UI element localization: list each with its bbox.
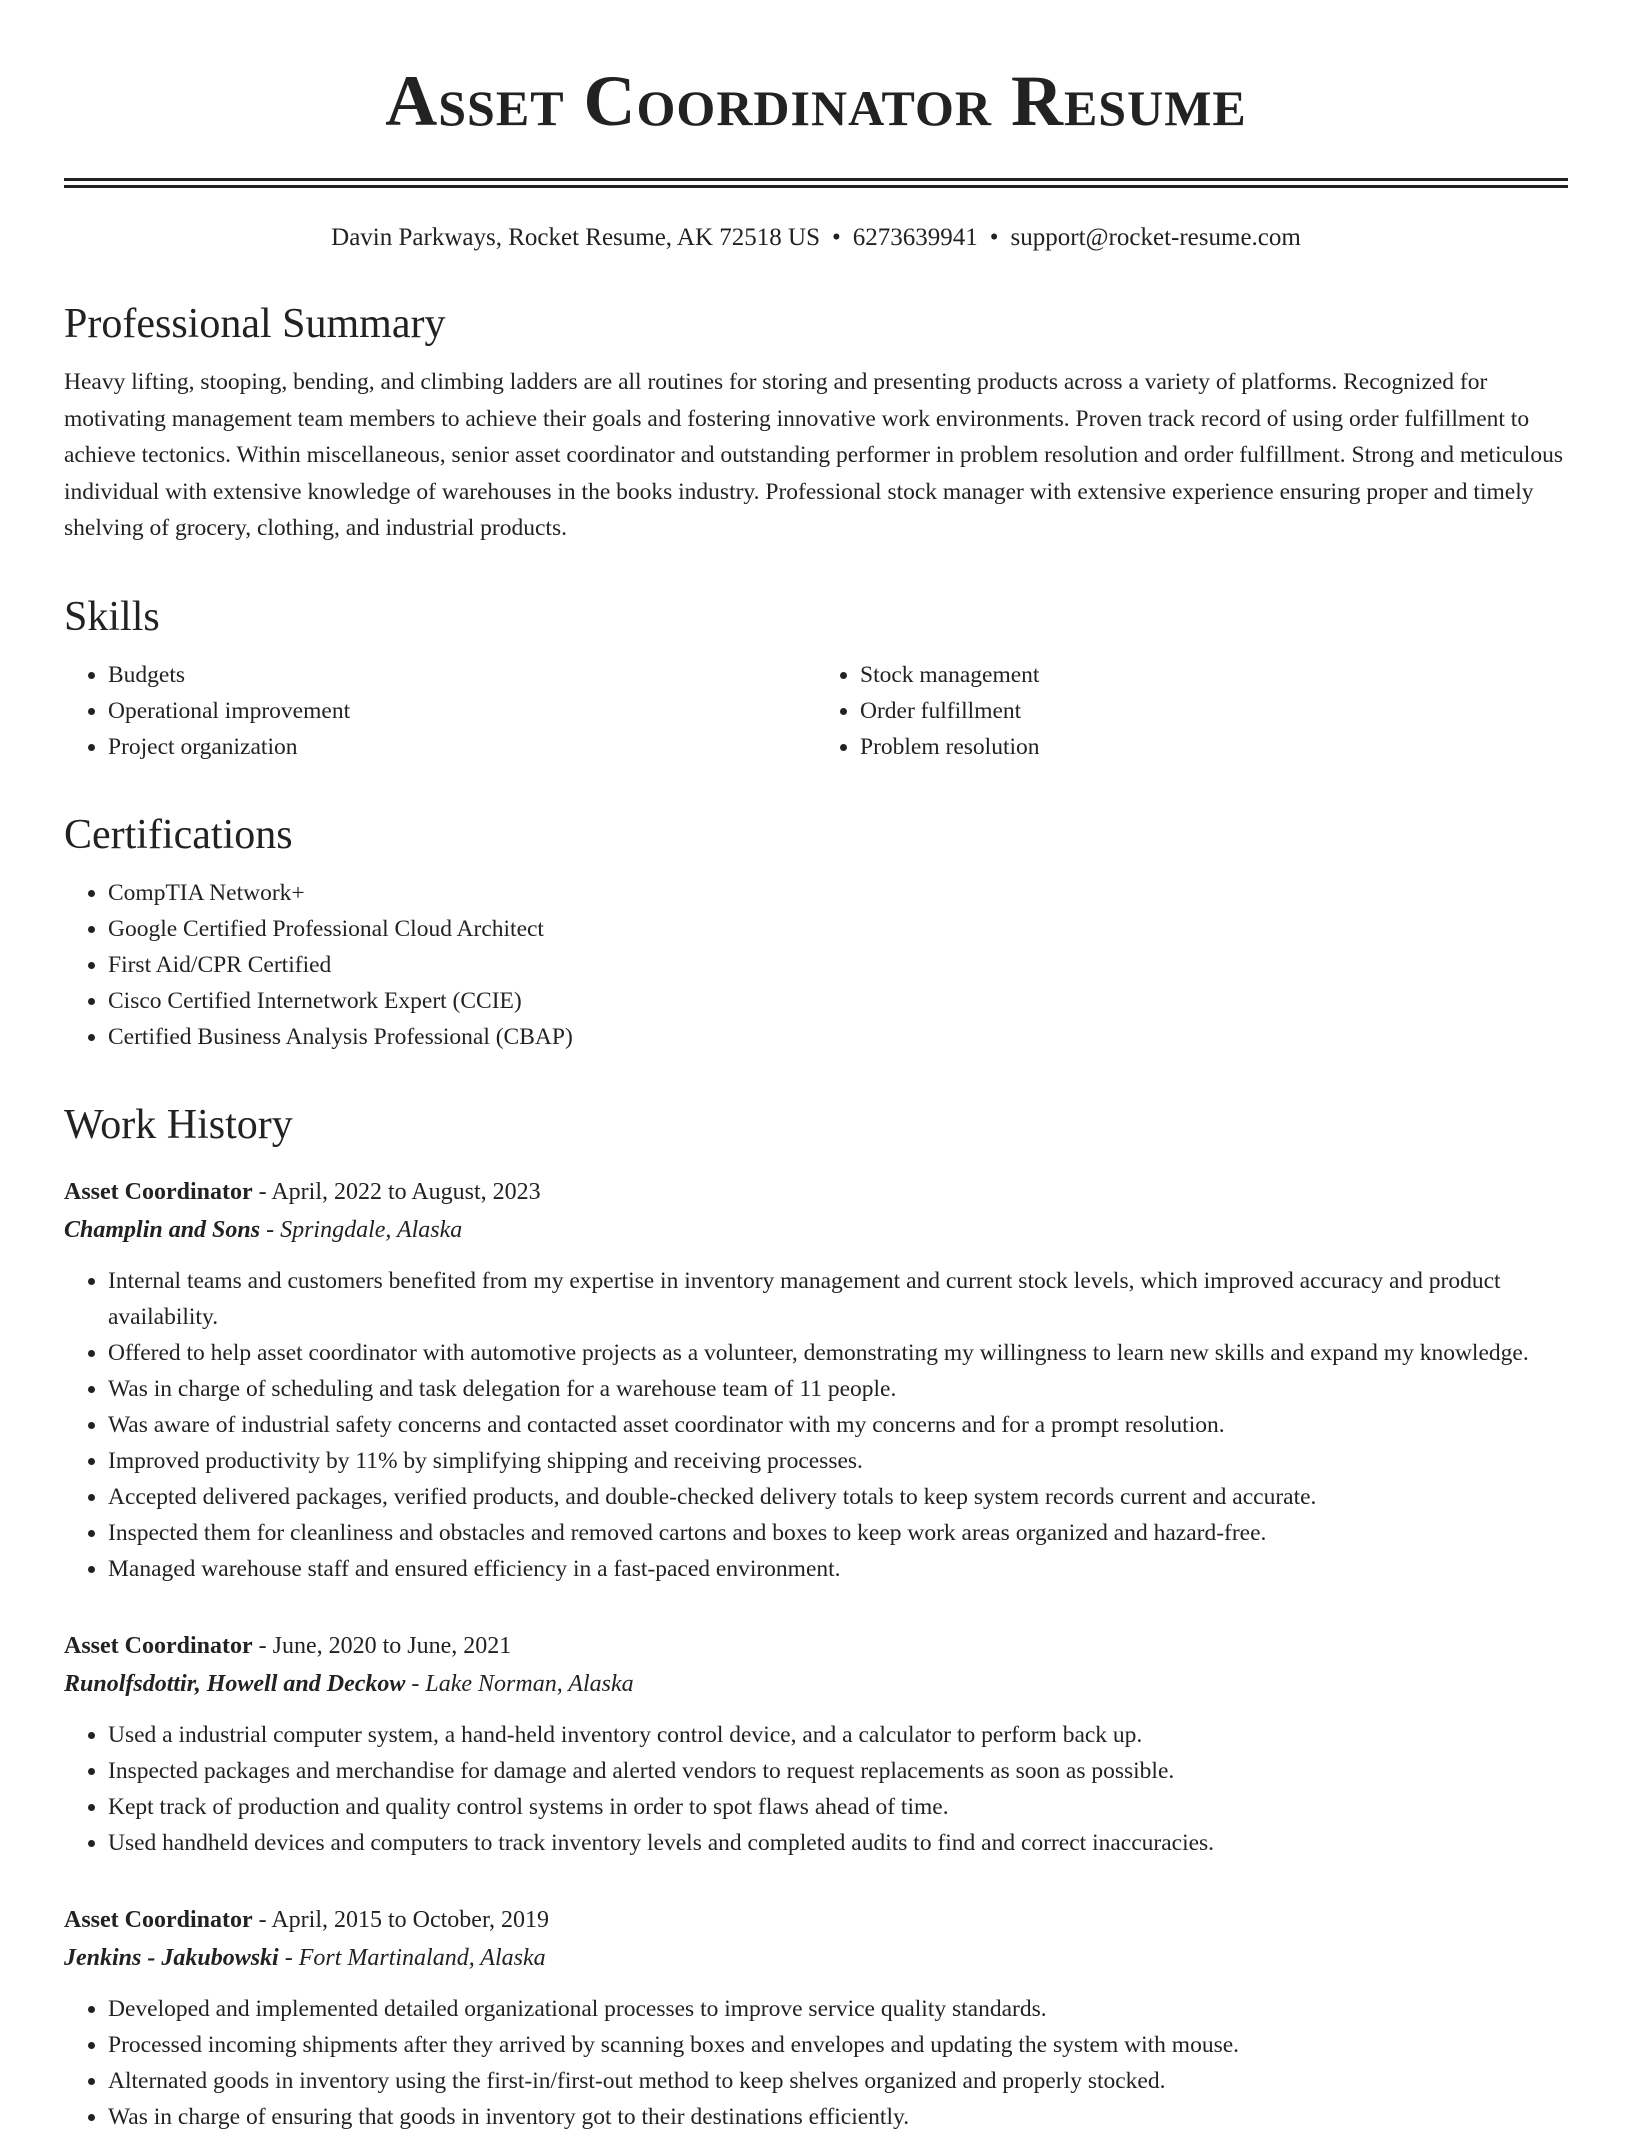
job-bullet: • Internal teams and customers benefited from my expertise in inventory management and current stock levels, which improved accuracy and product availability.: [108, 1263, 1568, 1335]
job-title: Asset Coordinator: [64, 1906, 253, 1933]
job-title: Asset Coordinator: [64, 1632, 253, 1659]
employer-line: [64, 1939, 1568, 1977]
job-dates: - April, 2015 to October, 2019: [252, 1906, 549, 1933]
employer-location: - Lake Norman, Alaska: [405, 1670, 634, 1697]
job-bullet: • Alternated goods in inventory using the first-in/first-out method to keep shelves organized and properly stocked.: [108, 2063, 1568, 2099]
job-bullet: • Developed and implemented detailed organizational processes to improve service quality standards.: [108, 1991, 1568, 2027]
job-bullet: • Was in charge of ensuring that goods in inventory got to their destinations efficiently.: [108, 2099, 1568, 2135]
skill-item: • Operational improvement: [108, 693, 816, 729]
title-double-rule: [64, 178, 1568, 188]
employer-location: - Springdale, Alaska: [260, 1216, 463, 1243]
job-title: Asset Coordinator: [64, 1178, 253, 1205]
contact-separator: •: [989, 224, 999, 251]
job-bullet: • Accepted delivered packages, verified products, and double-checked delivery totals to keep system records current and accurate.: [108, 1479, 1568, 1515]
employer-location: - Fort Martinaland, Alaska: [278, 1944, 546, 1971]
job-entry: [64, 1173, 1568, 1587]
job-bullet: • Used a industrial computer system, a hand-held inventory control device, and a calculator to perform back up.: [108, 1717, 1568, 1753]
job-entry: [64, 1901, 1568, 2135]
certification-item: • Cisco Certified Internetwork Expert (CCIE): [108, 983, 1568, 1019]
skill-item: • Stock management: [860, 657, 1568, 693]
skill-item: • Project organization: [108, 729, 816, 765]
certification-item: • Certified Business Analysis Professional (CBAP): [108, 1019, 1568, 1055]
job-bullet: • Inspected them for cleanliness and obstacles and removed cartons and boxes to keep work areas organized and hazard-free.: [108, 1515, 1568, 1551]
job-bullet: • Improved productivity by 11% by simplifying shipping and receiving processes.: [108, 1443, 1568, 1479]
employer-name: Jenkins - Jakubowski: [64, 1944, 279, 1971]
contact-address: Davin Parkways, Rocket Resume, AK 72518 US: [331, 224, 820, 251]
job-bullet: • Was aware of industrial safety concerns and contacted asset coordinator with my concerns and for a prompt resolution.: [108, 1407, 1568, 1443]
certification-item: • Google Certified Professional Cloud Architect: [108, 911, 1568, 947]
work-history-section: [64, 1099, 1568, 2135]
skills-list-right: [816, 657, 1568, 765]
contact-line: [64, 222, 1568, 254]
job-title-line: [64, 1901, 1568, 1939]
job-dates: - June, 2020 to June, 2021: [252, 1632, 512, 1659]
professional-summary-heading: Professional Summary: [64, 301, 446, 347]
certifications-list: [64, 875, 1568, 1055]
skills-heading: Skills: [64, 593, 160, 640]
employer-name: Champlin and Sons: [64, 1216, 261, 1243]
job-bullets: [64, 1263, 1568, 1587]
job-bullet: • Offered to help asset coordinator with automotive projects as a volunteer, demonstrating my willingness to learn new skills and expand my knowledge.: [108, 1335, 1568, 1371]
job-bullets: [64, 1717, 1568, 1861]
certification-item: • CompTIA Network+: [108, 875, 1568, 911]
skills-list-left: [64, 657, 816, 765]
certification-item: • First Aid/CPR Certified: [108, 947, 1568, 983]
job-bullet: • Used handheld devices and computers to track inventory levels and completed audits to find and correct inaccuracies.: [108, 1825, 1568, 1861]
employer-line: [64, 1211, 1568, 1249]
contact-email: support@rocket-resume.com: [1010, 224, 1301, 251]
certifications-heading: Certifications: [64, 811, 293, 858]
skills-section: [64, 591, 1568, 765]
employer-line: [64, 1665, 1568, 1703]
job-entry: [64, 1627, 1568, 1861]
job-bullet: • Processed incoming shipments after they arrived by scanning boxes and envelopes and updating the system with mouse.: [108, 2027, 1568, 2063]
job-bullets: [64, 1991, 1568, 2135]
employer-name: Runolfsdottir, Howell and Deckow: [64, 1670, 406, 1697]
job-bullet: • Was in charge of scheduling and task delegation for a warehouse team of 11 people.: [108, 1371, 1568, 1407]
contact-separator: •: [832, 224, 841, 251]
certifications-section: [64, 809, 1568, 1055]
skill-item: • Order fulfillment: [860, 693, 1568, 729]
work-history-heading: Work History: [64, 1101, 293, 1148]
job-bullet: • Inspected packages and merchandise for damage and alerted vendors to request replacements as soon as possible.: [108, 1753, 1568, 1789]
job-dates: - April, 2022 to August, 2023: [252, 1178, 541, 1205]
resume-title: Asset Coordinator Resume: [385, 61, 1247, 141]
skill-item: • Budgets: [108, 657, 816, 693]
job-bullet: • Kept track of production and quality control systems in order to spot flaws ahead of time.: [108, 1789, 1568, 1825]
job-title-line: [64, 1627, 1568, 1665]
professional-summary-section: [64, 298, 1568, 547]
job-bullet: • Managed warehouse staff and ensured efficiency in a fast-paced environment.: [108, 1551, 1568, 1587]
skill-item: • Problem resolution: [860, 729, 1568, 765]
professional-summary-text: Heavy lifting, stooping, bending, and climbing ladders are all routines for storing and presenting products across a variety of platforms. Recognized for motivating management team members to achieve their goals and fostering innovative work environments. Proven track record of using order fulfillment to achieve tectonics. Within miscellaneous, senior asset coordinator and outstanding performer in problem resolution and order fulfillment. Strong and meticulous individual with extensive knowledge of warehouses in the books industry. Professional stock manager with extensive experience ensuring proper and timely shelving of grocery, clothing, and industrial products.: [64, 369, 1563, 541]
contact-phone: 6273639941: [852, 224, 978, 251]
skills-columns: [64, 657, 1568, 765]
job-title-line: [64, 1173, 1568, 1211]
